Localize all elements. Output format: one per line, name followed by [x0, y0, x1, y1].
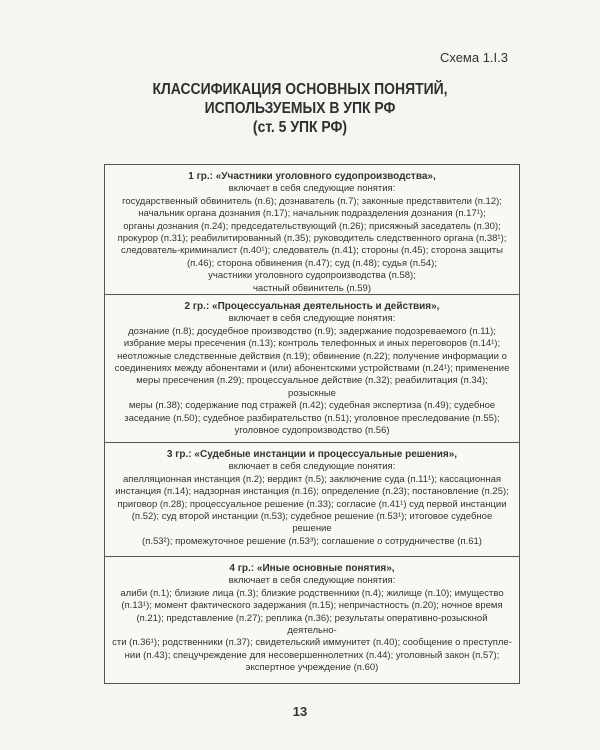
group-line: алиби (п.1); близкие лица (п.3); близкие родственники (п.4); жилище (п.10); имущество: [120, 587, 504, 599]
group-line: инстанция (п.14); надзорная инстанция (п.16); определение (п.23); постановление (п.25);: [115, 486, 509, 498]
group-line: дознание (п.8); досудебное производство (п.9); задержание подозреваемого (п.11);: [128, 325, 496, 337]
group-3: [105, 443, 519, 557]
group-line: сти (п.36¹); родственники (п.37); свидетельский иммунитет (п.40); сообщение о преступле-: [112, 637, 512, 649]
group-line: (п.52); суд второй инстанции (п.53); судебное решение (п.53¹); итоговое судебное решение: [131, 511, 493, 535]
group-line: избрание меры пресечения (п.13); контроль телефонных и иных переговоров (п.14¹);: [123, 338, 501, 350]
title-line-1: КЛАССИФИКАЦИЯ ОСНОВНЫХ ПОНЯТИЙ,: [152, 81, 448, 98]
group-intro: включает в себя следующие понятия:: [228, 575, 396, 587]
group-line: (п.13¹); момент фактического задержания (п.15); непричастность (п.20); ночное время: [121, 600, 503, 612]
title-line-3: (ст. 5 УПК РФ): [252, 119, 348, 136]
group-heading: 2 гр.: «Процессуальная деятельность и действия»,: [184, 301, 440, 312]
group-line: начальник органа дознания (п.17); начальник подразделения дознания (п.17¹);: [138, 208, 486, 220]
group-line: следователь-криминалист (п.40¹); следователь (п.41); стороны (п.45); сторона защиты: [121, 245, 503, 257]
group-line: (п.21); представление (п.27); реплика (п.36); результаты оперативно-розыскной деятельно-: [136, 612, 488, 637]
group-line: прокурор (п.31); реабилитированный (п.35); руководитель следственного органа (п.38¹);: [117, 233, 507, 245]
group-line: апелляционная инстанция (п.2); вердикт (п.5); заключение суда (п.11¹); кассационная: [122, 473, 502, 485]
group-line: заседание (п.50); судебное разбирательство (п.51); уголовное преследование (п.55);: [124, 412, 500, 424]
group-line: участники уголовного судопроизводства (п.58);: [208, 270, 416, 282]
group-heading: 4 гр.: «Иные основные понятия»,: [229, 563, 395, 574]
group-line: неотложные следственные действия (п.19); обвинение (п.22); получение информации о: [117, 350, 507, 362]
group-intro: включает в себя следующие понятия:: [228, 461, 396, 473]
group-heading: 3 гр.: «Судебные инстанции и процессуальные решения»,: [166, 449, 458, 460]
group-line: соединениях между абонентами и (или) абонентскими устройствами (п.24¹); применение: [114, 363, 510, 375]
group-heading: 1 гр.: «Участники уголовного судопроизводства»,: [188, 171, 436, 182]
group-line: меры пресечения (п.29); процессуальное действие (п.32); реабилитация (п.34); розыскные: [136, 375, 488, 399]
group-line: (п.53²); промежуточное решение (п.53³); соглашение о сотрудничестве (п.61): [142, 535, 482, 547]
group-line: нии (п.43); спецучреждение для несовершеннолетних (п.44); уголовный закон (п.57);: [124, 649, 500, 661]
group-line: экспертное учреждение (п.60): [245, 662, 379, 674]
group-line: приговор (п.28); процессуальное решение (п.33); согласие (п.41¹) суд первой инстанции: [117, 498, 507, 510]
page-number: 13: [292, 704, 308, 719]
group-line: меры (п.38); содержание под стражей (п.42); судебная экспертиза (п.49); судебное: [128, 400, 496, 412]
group-line: частный обвинитель (п.59): [252, 282, 371, 294]
group-2: [105, 295, 519, 443]
group-4: [105, 557, 519, 683]
group-intro: включает в себя следующие понятия:: [228, 313, 396, 325]
group-1: [105, 165, 519, 295]
group-line: уголовное судопроизводство (п.56): [234, 425, 390, 437]
title-line-2: ИСПОЛЬЗУЕМЫХ В УПК РФ: [204, 100, 396, 117]
classification-table: [104, 164, 520, 684]
group-line: органы дознания (п.24); председательствующий (п.26); присяжный заседатель (п.30);: [123, 220, 501, 232]
group-line: (п.46); сторона обвинения (п.47); суд (п.48); судья (п.54);: [187, 257, 437, 269]
group-line: государственный обвинитель (п.6); дознаватель (п.7); законные представители (п.12);: [122, 195, 502, 207]
group-intro: включает в себя следующие понятия:: [228, 183, 396, 195]
page-title: [30, 80, 570, 137]
scheme-label: Схема 1.I.3: [439, 50, 508, 65]
